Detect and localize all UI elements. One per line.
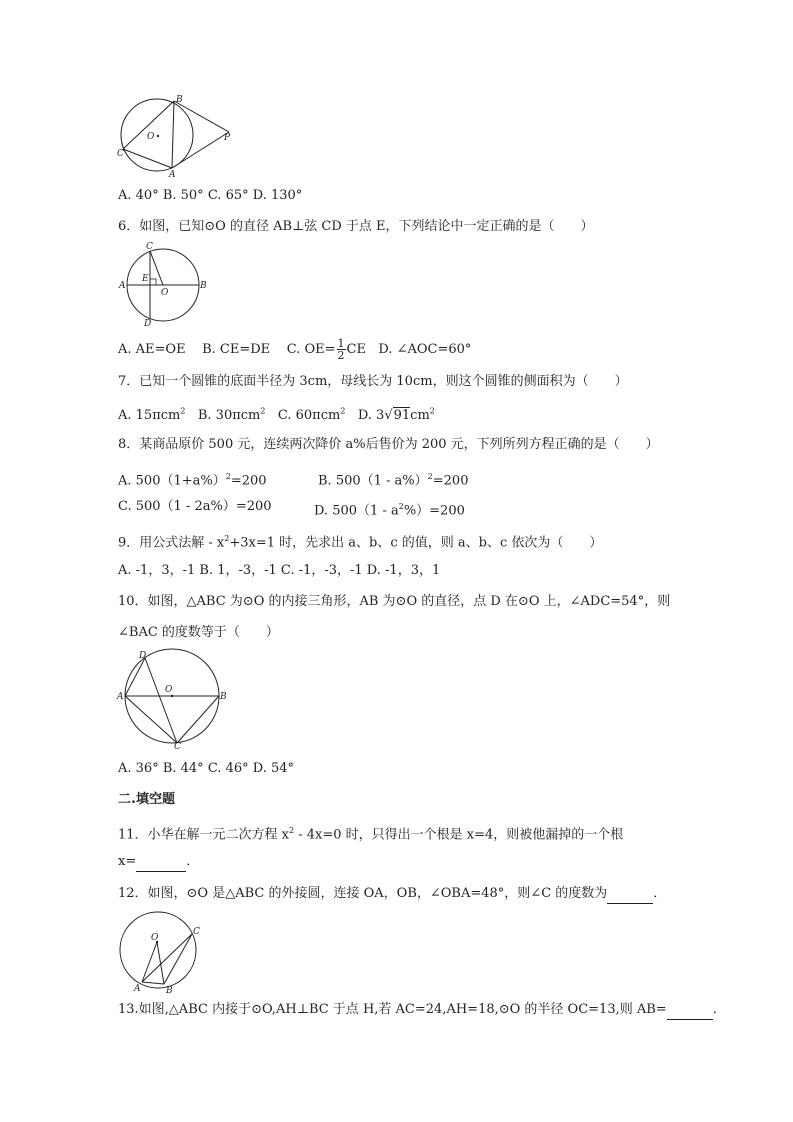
svg-text:A: A: [119, 281, 126, 291]
q10-options: A. 36° B. 44° C. 46° D. 54°: [118, 761, 295, 776]
q6-option-c-suffix: CE: [346, 342, 366, 357]
q7-option-b: B. 30πcm$^2$: [197, 407, 266, 424]
q9-stem: 9．用公式法解 - $x^2+3x=1$ 时，先求出 a、b、c 的值，则 a、b、c 依次为（ ）: [118, 534, 603, 551]
q10-stem-line1: 10．如图，△ABC 为⊙O 的内接三角形，AB 为⊙O 的直径，点 D 在⊙O 上，∠ADC=54°，则: [118, 594, 671, 609]
q11-line2: x= ．: [118, 853, 199, 872]
svg-text:B: B: [166, 986, 173, 996]
svg-text:A: A: [117, 692, 124, 702]
q7-option-d: D. $3√91cm^2$: [357, 407, 435, 424]
q9-options: A. -1，3，-1 B. 1，-3，-1 C. -1，-3，-1 D. -1，3，1: [118, 563, 441, 578]
section-title-fill-in: 二.填空题: [118, 792, 175, 807]
q13-stem: 13.如图,△ABC 内接于⊙O,AH⊥BC 于点 H,若 AC=24,AH=18,⊙O 的半径 OC=13,则 AB= ．: [118, 1001, 726, 1020]
q6-option-a: A. AE=OE: [118, 342, 186, 357]
svg-text:A: A: [169, 170, 176, 178]
svg-text:B: B: [176, 95, 183, 105]
svg-text:B: B: [220, 692, 227, 702]
q6-fraction: $\frac{1}{2}$: [337, 337, 345, 362]
svg-text:C: C: [174, 742, 181, 750]
q8-option-d: D. $500(1 - a^2\%)=200$: [314, 502, 465, 519]
q12-stem: 12．如图，⊙O 是△ABC 的外接圆，连接 OA，OB，∠OBA=48°，则∠C 的度数为 ．: [118, 885, 666, 904]
q8-option-c: C. 500（1 - 2a%）=200: [118, 499, 272, 514]
q11-answer-blank[interactable]: [136, 853, 186, 872]
figure-q6-circle-diameter-chord: [114, 238, 214, 328]
q7-option-c: C. 60πcm$^2$: [277, 407, 346, 424]
q6-stem: 6．如图，已知⊙O 的直径 AB⊥弦 CD 于点 E，下列结论中一定正确的是（ ）: [118, 219, 594, 234]
figure-q12-circumcircle: [114, 910, 204, 996]
q8-option-b: B. 500（1 - a%）$^2$=200: [318, 472, 469, 489]
svg-text:D: D: [144, 319, 152, 328]
figure-q10-inscribed-triangle: [114, 648, 229, 750]
q10-stem-line2: ∠BAC 的度数等于（ ）: [118, 625, 279, 640]
q7-options: [118, 403, 435, 425]
q8-option-a: A. $500(1+a\%)^2=200$: [118, 472, 267, 489]
q6-option-b: B. CE=DE: [202, 342, 271, 357]
svg-text:A: A: [134, 984, 141, 994]
q6-options: [118, 338, 471, 361]
q11-line1: 11．小华在解一元二次方程 $x^2 - 4x=0$ 时，只得出一个根是 x=4，则被他漏掉的一个根: [118, 826, 624, 843]
figure-q5-circle-tangents: [114, 94, 239, 178]
q6-option-d: D. ∠AOC=60°: [378, 342, 472, 357]
q5-options: A. 40° B. 50° C. 65° D. 130°: [118, 188, 303, 203]
q12-answer-blank[interactable]: [607, 885, 653, 904]
svg-text:C: C: [193, 927, 200, 937]
svg-text:O: O: [161, 288, 169, 298]
q7-option-a: A. 15πcm$^2$: [118, 407, 186, 424]
q13-answer-blank[interactable]: [667, 1001, 713, 1020]
svg-text:D: D: [139, 651, 147, 661]
q7-stem: 7．已知一个圆锥的底面半径为 3cm，母线长为 10cm，则这个圆锥的侧面积为（ ）: [118, 374, 628, 389]
svg-text:C: C: [146, 242, 153, 252]
svg-text:C: C: [117, 149, 124, 159]
svg-text:O: O: [147, 132, 155, 142]
q6-option-c-prefix: C. OE=: [286, 342, 336, 357]
svg-text:O: O: [151, 933, 159, 943]
q8-stem: 8．某商品原价 500 元，连续两次降价 a%后售价为 200 元，下列所列方程正确的是（ ）: [118, 437, 659, 452]
svg-text:O: O: [165, 685, 173, 695]
svg-text:E: E: [142, 274, 149, 284]
svg-text:B: B: [200, 281, 207, 291]
svg-text:P: P: [224, 133, 231, 143]
